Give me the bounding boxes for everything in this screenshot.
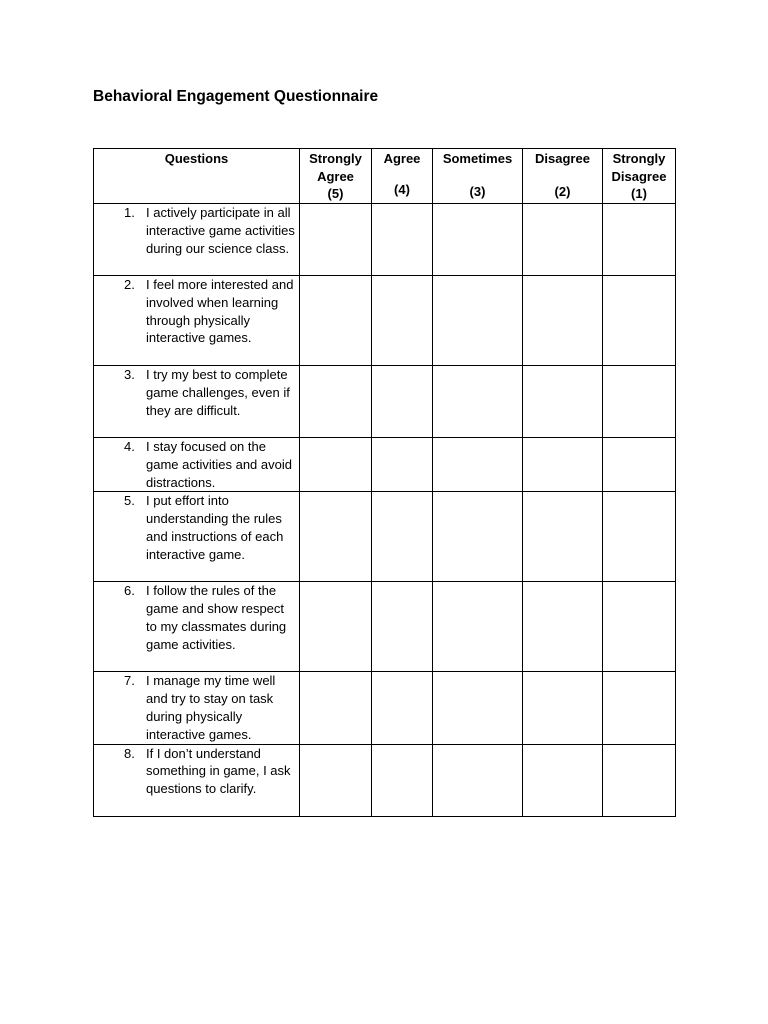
header-sometimes-label: Sometimes <box>442 151 513 166</box>
table-row <box>94 276 676 366</box>
response-disagree-cell[interactable] <box>523 744 603 816</box>
header-sometimes-score: (3) <box>469 184 486 199</box>
response-sometimes-cell[interactable] <box>433 366 523 438</box>
response-strongly-agree-cell[interactable] <box>300 744 372 816</box>
response-sometimes-cell[interactable] <box>433 582 523 672</box>
response-agree-cell[interactable] <box>372 744 433 816</box>
header-agree <box>372 149 433 204</box>
header-disagree-score: (2) <box>554 184 571 199</box>
table-row <box>94 492 676 582</box>
question-number: 2. <box>124 277 135 292</box>
response-strongly-disagree-cell[interactable] <box>603 204 676 276</box>
question-number: 8. <box>124 745 135 761</box>
response-strongly-agree-cell[interactable] <box>300 366 372 438</box>
response-sometimes-cell[interactable] <box>433 492 523 582</box>
question-cell <box>94 204 300 276</box>
response-strongly-disagree-cell[interactable] <box>603 438 676 492</box>
question-number: 6. <box>124 583 135 599</box>
header-row <box>94 149 676 204</box>
question-cell <box>94 744 300 816</box>
response-agree-cell[interactable] <box>372 582 433 672</box>
header-agree-label: Agree <box>383 151 421 166</box>
response-strongly-disagree-cell[interactable] <box>603 366 676 438</box>
response-agree-cell[interactable] <box>372 366 433 438</box>
question-text: I actively participate in all interactive game activities during our science class. <box>146 205 295 256</box>
question-number: 7. <box>124 673 135 689</box>
response-strongly-agree-cell[interactable] <box>300 492 372 582</box>
response-strongly-agree-cell[interactable] <box>300 582 372 672</box>
table-row <box>94 438 676 492</box>
response-sometimes-cell[interactable] <box>433 276 523 366</box>
header-questions <box>94 149 300 204</box>
question-text: I follow the rules of the game and show respect to my classmates during game activities. <box>146 583 287 652</box>
response-disagree-cell[interactable] <box>523 672 603 744</box>
table-row <box>94 744 676 816</box>
response-sometimes-cell[interactable] <box>433 204 523 276</box>
page-title: Behavioral Engagement Questionnaire <box>93 88 379 105</box>
table-row <box>94 582 676 672</box>
response-strongly-disagree-cell[interactable] <box>603 492 676 582</box>
header-strongly-disagree <box>603 149 676 204</box>
table-row <box>94 366 676 438</box>
response-agree-cell[interactable] <box>372 438 433 492</box>
response-disagree-cell[interactable] <box>523 492 603 582</box>
question-cell <box>94 672 300 744</box>
response-strongly-agree-cell[interactable] <box>300 204 372 276</box>
question-cell <box>94 492 300 582</box>
header-disagree <box>523 149 603 204</box>
question-text: If I don’t understand something in game, I ask questions to clarify. <box>146 745 291 797</box>
response-strongly-agree-cell[interactable] <box>300 672 372 744</box>
question-text: I put effort into understanding the rules and instructions of each interactive game. <box>146 493 284 562</box>
response-sometimes-cell[interactable] <box>433 672 523 744</box>
header-strongly-agree-score: (5) <box>327 186 344 201</box>
question-number: 4. <box>124 439 135 454</box>
response-strongly-disagree-cell[interactable] <box>603 672 676 744</box>
question-cell <box>94 366 300 438</box>
question-cell <box>94 582 300 672</box>
header-strongly-disagree-score: (1) <box>631 186 647 201</box>
response-strongly-disagree-cell[interactable] <box>603 276 676 366</box>
question-number: 3. <box>124 367 135 382</box>
response-strongly-agree-cell[interactable] <box>300 438 372 492</box>
question-cell <box>94 438 300 492</box>
response-agree-cell[interactable] <box>372 672 433 744</box>
response-disagree-cell[interactable] <box>523 276 603 366</box>
question-text: I try my best to complete game challenges, even if they are difficult. <box>146 367 290 418</box>
response-sometimes-cell[interactable] <box>433 744 523 816</box>
question-text: I manage my time well and try to stay on task during physically interactive games. <box>146 673 276 742</box>
response-strongly-disagree-cell[interactable] <box>603 744 676 816</box>
response-disagree-cell[interactable] <box>523 204 603 276</box>
response-agree-cell[interactable] <box>372 492 433 582</box>
question-cell <box>94 276 300 366</box>
header-disagree-label: Disagree <box>535 151 590 166</box>
response-strongly-disagree-cell[interactable] <box>603 582 676 672</box>
header-strongly-agree <box>300 149 372 204</box>
response-agree-cell[interactable] <box>372 276 433 366</box>
table-row <box>94 672 676 744</box>
header-strongly-disagree-label: Strongly Disagree <box>611 151 667 184</box>
response-agree-cell[interactable] <box>372 204 433 276</box>
question-text: I feel more interested and involved when learning through physically interactive games. <box>146 277 294 346</box>
header-sometimes <box>433 149 523 204</box>
header-agree-score: (4) <box>394 182 410 197</box>
response-disagree-cell[interactable] <box>523 438 603 492</box>
response-strongly-agree-cell[interactable] <box>300 276 372 366</box>
response-sometimes-cell[interactable] <box>433 438 523 492</box>
questionnaire-table <box>93 148 676 817</box>
table-row <box>94 204 676 276</box>
question-number: 1. <box>124 205 135 220</box>
response-disagree-cell[interactable] <box>523 366 603 438</box>
question-number: 5. <box>124 493 135 509</box>
header-strongly-agree-label: Strongly Agree <box>309 151 362 184</box>
header-questions-label: Questions <box>164 151 229 166</box>
response-disagree-cell[interactable] <box>523 582 603 672</box>
question-text: I stay focused on the game activities and avoid distractions. <box>146 439 292 490</box>
